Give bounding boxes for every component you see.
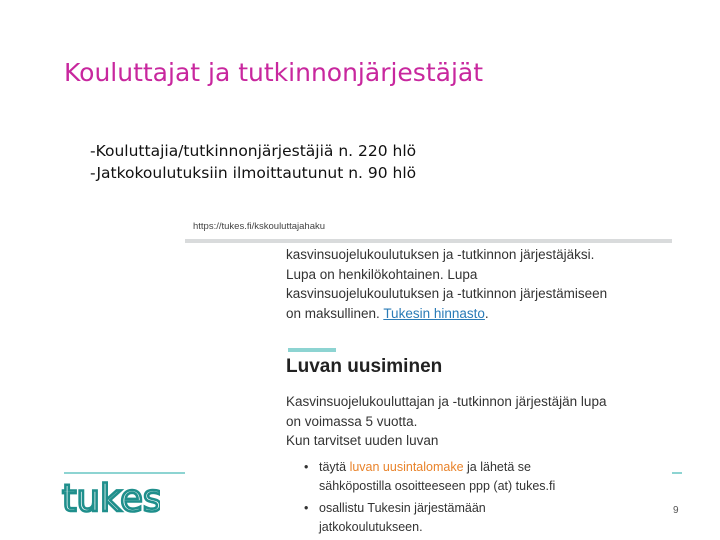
- paragraph-text: on maksullinen.: [286, 305, 384, 321]
- footer-rule-left: [64, 472, 185, 474]
- heading-accent-bar: [288, 348, 336, 352]
- paragraph-line: on voimassa 5 vuotta.: [286, 413, 418, 429]
- tukes-logo-icon: [60, 478, 160, 520]
- paragraph-line: Lupa on henkilökohtainen. Lupa: [286, 266, 478, 282]
- paragraph-text: .: [484, 305, 489, 321]
- bullet-continuing-education: -Jatkokoulutuksiin ilmoittautunut n. 90 hlö: [90, 164, 417, 182]
- list-item-line: osallistu Tukesin järjestämään: [319, 501, 486, 515]
- paragraph-line: Kasvinsuojelukouluttajan ja -tutkinnon järjestäjän lupa: [286, 394, 607, 409]
- license-paragraph: [286, 245, 666, 323]
- page-number: 9: [673, 505, 679, 516]
- bullet-icon: •: [304, 501, 309, 515]
- list-item-text: täytä: [319, 460, 350, 474]
- paragraph-line: [286, 304, 666, 324]
- url-text: https://tukes.fi/kskouluttajahaku: [193, 221, 326, 232]
- list-item-line: sähköpostilla osoitteeseen ppp (at) tukes.fi: [319, 478, 556, 493]
- bullet-trainers: -Kouluttajia/tutkinnonjärjestäjiä n. 220 hlö: [90, 142, 417, 160]
- renewal-form-link[interactable]: luvan uusintalomake: [349, 460, 464, 474]
- logo-wordmark: tukes: [62, 478, 160, 520]
- embedded-webpage-screenshot: [185, 214, 672, 540]
- tukes-logo: [60, 478, 160, 525]
- paragraph-line: kasvinsuojelukoulutuksen ja -tutkinnon järjestäjäksi.: [286, 247, 595, 262]
- slide-bullets: [90, 140, 416, 184]
- price-list-link[interactable]: Tukesin hinnasto: [383, 305, 485, 321]
- list-item-line: jatkokoulutukseen.: [319, 519, 423, 534]
- bullet-icon: •: [304, 460, 309, 474]
- paragraph-line: kasvinsuojelukoulutuksen ja -tutkinnon järjestämiseen: [286, 286, 608, 301]
- slide-title: Kouluttajat ja tutkinnonjärjestäjät: [64, 58, 484, 87]
- list-item: [304, 458, 664, 495]
- paragraph-line: Kun tarvitset uuden luvan: [286, 433, 439, 448]
- list-item: [304, 499, 664, 536]
- renewal-paragraph: [286, 392, 666, 451]
- footer-rule-right: [672, 472, 682, 474]
- renewal-steps-list: [304, 458, 664, 540]
- list-item-line: [319, 458, 664, 477]
- header-divider: [185, 239, 672, 243]
- section-heading: Luvan uusiminen: [286, 356, 443, 377]
- list-item-text: ja lähetä se: [463, 460, 531, 474]
